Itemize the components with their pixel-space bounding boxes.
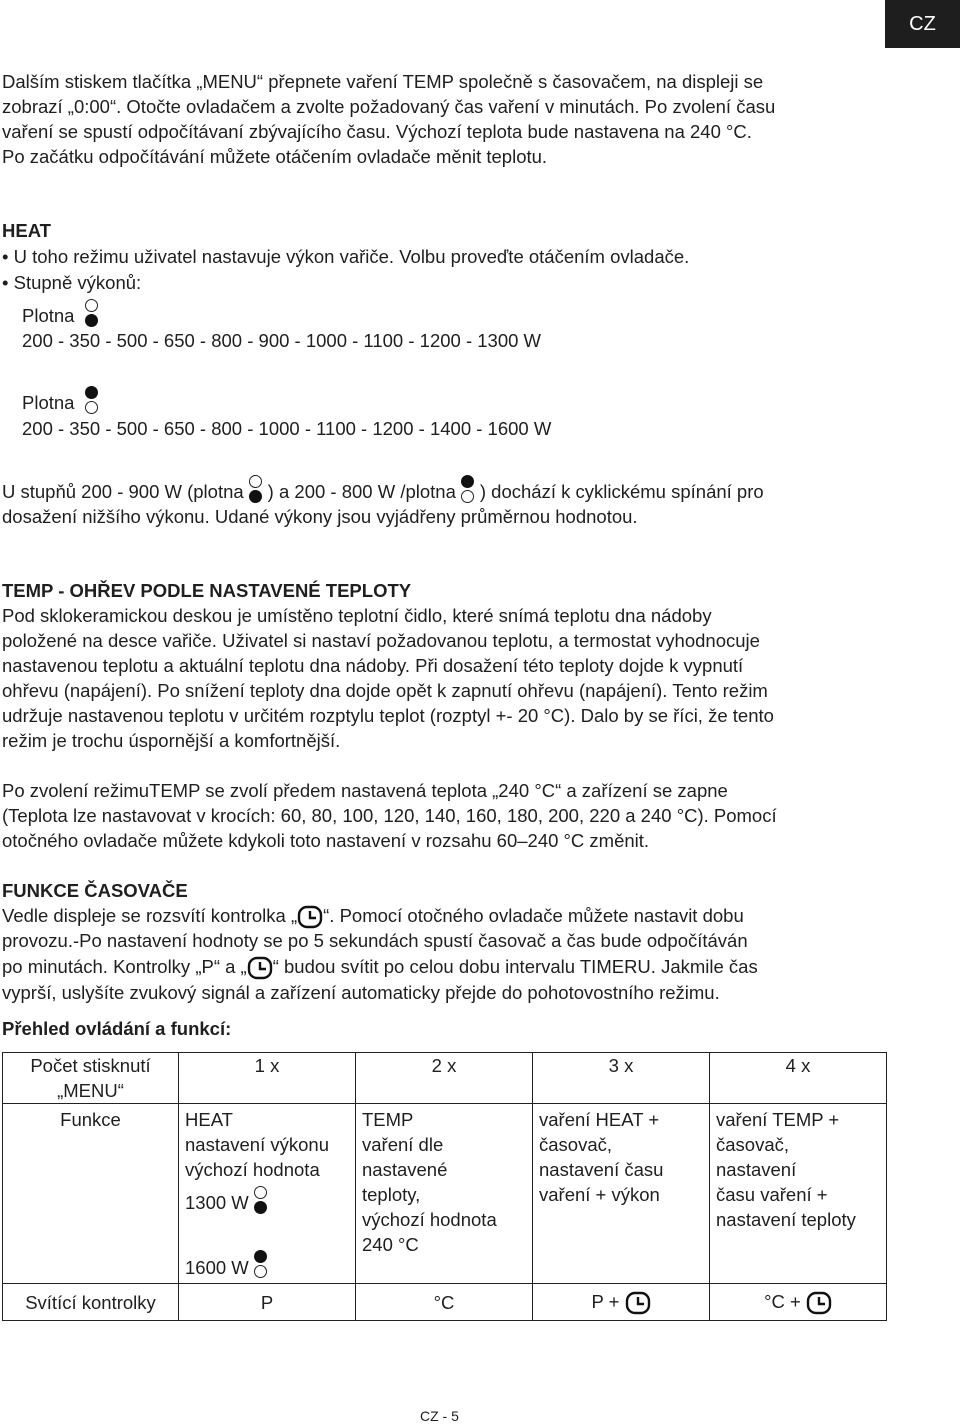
cell-line: nastavení času [539,1159,664,1180]
cycling-note-line-1 [2,479,764,506]
header-label: „MENU“ [57,1080,124,1101]
cell-line: nastavené [362,1159,448,1180]
timer-line-3a: po minutách. Kontrolky „P“ a „ [2,956,247,977]
heat-bullet-1-text: U toho režimu uživatel nastavuje výkon vařiče. Volbu proveďte otáčením ovladače. [13,246,690,267]
clock-icon [247,956,273,980]
table-row [3,1284,887,1321]
clock-icon [297,905,323,929]
cell-line: TEMP [362,1109,414,1130]
table-cell [533,1284,710,1321]
intro-line-4: Po začátku odpočítávání můžete otáčením ovladače měnit teplotu. [2,146,548,167]
cell-line: nastavení [716,1159,797,1180]
table-cell: Svítící kontrolky [3,1284,179,1321]
timer-line-2: provozu.-Po nastavení hodnoty se po 5 sekundách spustí časovač a čas bude odpočítáván [2,930,748,951]
table-cell: Funkce [3,1104,179,1284]
table-row [3,1053,887,1104]
cell-line [185,1255,349,1282]
table-cell [533,1104,710,1284]
cell-line: výchozí hodnota [185,1159,320,1180]
timer-line-3 [2,954,758,980]
note-part-b: ) a 200 - 800 W /plotna [267,481,456,502]
timer-line-1a: Vedle displeje se rozsvítí kontrolka „ [2,905,298,926]
cell-line: vaření dle [362,1134,444,1155]
clock-icon [806,1291,832,1315]
cell-line: vaření HEAT + [539,1109,660,1130]
cycling-note-line-2: dosažení nižšího výkonu. Udané výkony jsou vyjádřeny průměrnou hodnotou. [2,506,638,527]
table-cell [710,1284,887,1321]
clock-icon [625,1291,651,1315]
timer-line-4: vyprší, uslyšíte zvukový signál a zařízení automaticky přejde do pohotovostního režimu. [2,982,720,1003]
temp-default-line-1: Po zvolení režimuTEMP se zvolí předem nastavená teplota „240 °C“ a zařízení se zapne [2,780,728,801]
zone-rear-active-icon [251,1256,271,1281]
table-cell [710,1104,887,1284]
cell-line: času vaření + [716,1184,828,1205]
temp-line-6: režim je trochu úspornější a komfortnější. [2,730,341,751]
temp-heading: TEMP - OHŘEV PODLE NASTAVENÉ TEPLOTY [2,580,412,601]
control-overview-table [2,1052,887,1321]
cell-line: teploty, [362,1184,421,1205]
table-cell: °C [356,1284,533,1321]
language-badge: CZ [885,0,960,48]
temp-default-line-3: otočného ovladače můžete kdykoli toto nastavení v rozsahu 60–240 °C změnit. [2,830,650,851]
table-cell: 1 x [179,1053,356,1104]
power-1600: 1600 W [185,1256,249,1278]
zone-rear-active-icon [458,481,478,506]
cell-line: HEAT [185,1109,233,1130]
cell-line: časovač, [716,1134,790,1155]
intro-line-1: Dalším stiskem tlačítka „MENU“ přepnete vaření TEMP společně s časovačem, na displeji se [2,71,764,92]
table-cell: 3 x [533,1053,710,1104]
table-cell [179,1104,356,1284]
cell-line: výchozí hodnota [362,1209,497,1230]
heat-bullet-2-text: Stupně výkonů: [13,272,142,293]
cell-line: vaření + výkon [539,1184,660,1205]
table-row [3,1104,887,1284]
temp-line-5: udržuje nastavenou teplotu v určitém rozptylu teplot (rozptyl +- 20 °C). Dalo by se říci, že tento [2,705,774,726]
note-part-a: U stupňů 200 - 900 W (plotna [2,481,244,502]
temp-default-line-2: (Teplota lze nastavovat v krocích: 60, 80, 100, 120, 140, 160, 180, 200, 220 a 240 °C). Pomocí [2,805,777,826]
cell-line: vaření TEMP + [716,1109,840,1130]
temp-line-4: ohřevu (napájení). Po snížení teploty dna dojde opět k zapnutí ohřevu (napájení). Tento režim [2,680,768,701]
timer-heading: FUNKCE ČASOVAČE [2,880,188,901]
temp-line-1: Pod sklokeramickou deskou je umístěno teplotní čidlo, které snímá teplotu dna nádoby [2,605,712,626]
temp-line-3: nastavenou teplotu a aktuální teplotu dna nádoby. Při dosažení této teploty dojde k vypnutí [2,655,744,676]
plotna-front-label [22,303,104,330]
power-1300: 1300 W [185,1192,249,1213]
power-levels-rear: 200 - 350 - 500 - 650 - 800 - 1000 - 1100 - 1200 - 1400 - 1600 W [22,418,552,439]
timer-line-3b: “ budou svítit po celou dobu intervalu TIMERU. Jakmile čas [272,956,758,977]
plotna-label: Plotna [22,305,75,326]
overview-heading: Přehled ovládání a funkcí: [2,1018,232,1039]
cell-line: nastavení výkonu [185,1134,329,1155]
table-cell: P [179,1284,356,1321]
zone-front-active-icon [251,1192,271,1217]
temp-line-2: položené na desce vařiče. Uživatel si nastaví požadovanou teplotu, a termostat vyhodnocuje [2,630,760,651]
intro-line-2: zobrazí „0:00“. Otočte ovladačem a zvolte požadovaný čas vaření v minutách. Po zvolení času [2,96,776,117]
table-cell: 4 x [710,1053,887,1104]
cell-line [185,1190,349,1217]
cell-line: nastavení teploty [716,1209,856,1230]
power-levels-front: 200 - 350 - 500 - 650 - 800 - 900 - 1000 - 1100 - 1200 - 1300 W [22,330,542,351]
header-label: Počet stisknutí [30,1055,151,1076]
cell-line: 240 °C [362,1234,419,1255]
heat-bullet-2: • Stupně výkonů: [2,272,142,293]
timer-line-1 [2,903,744,929]
zone-front-active-icon [246,481,266,506]
table-cell: 2 x [356,1053,533,1104]
intro-line-3: vaření se spustí odpočítávaní zbývajícího času. Výchozí teplota bude nastavena na 240 °C. [2,121,752,142]
page-number: CZ - 5 [420,1408,459,1424]
zone-front-active-icon [82,305,102,330]
table-cell [356,1104,533,1284]
indicator-p-plus: P + [591,1290,620,1312]
zone-rear-active-icon [82,392,102,417]
heat-heading: HEAT [2,220,51,241]
cell-line: časovač, [539,1134,613,1155]
indicator-c-plus: °C + [764,1290,801,1312]
plotna-rear-label [22,390,104,417]
plotna-label: Plotna [22,392,75,413]
timer-line-1b: “. Pomocí otočného ovladače můžete nastavit dobu [323,905,744,926]
heat-bullet-1: • U toho režimu uživatel nastavuje výkon vařiče. Volbu proveďte otáčením ovladače. [2,246,690,267]
table-cell [3,1053,179,1104]
note-part-c: ) dochází k cyklickému spínání pro [479,481,764,502]
